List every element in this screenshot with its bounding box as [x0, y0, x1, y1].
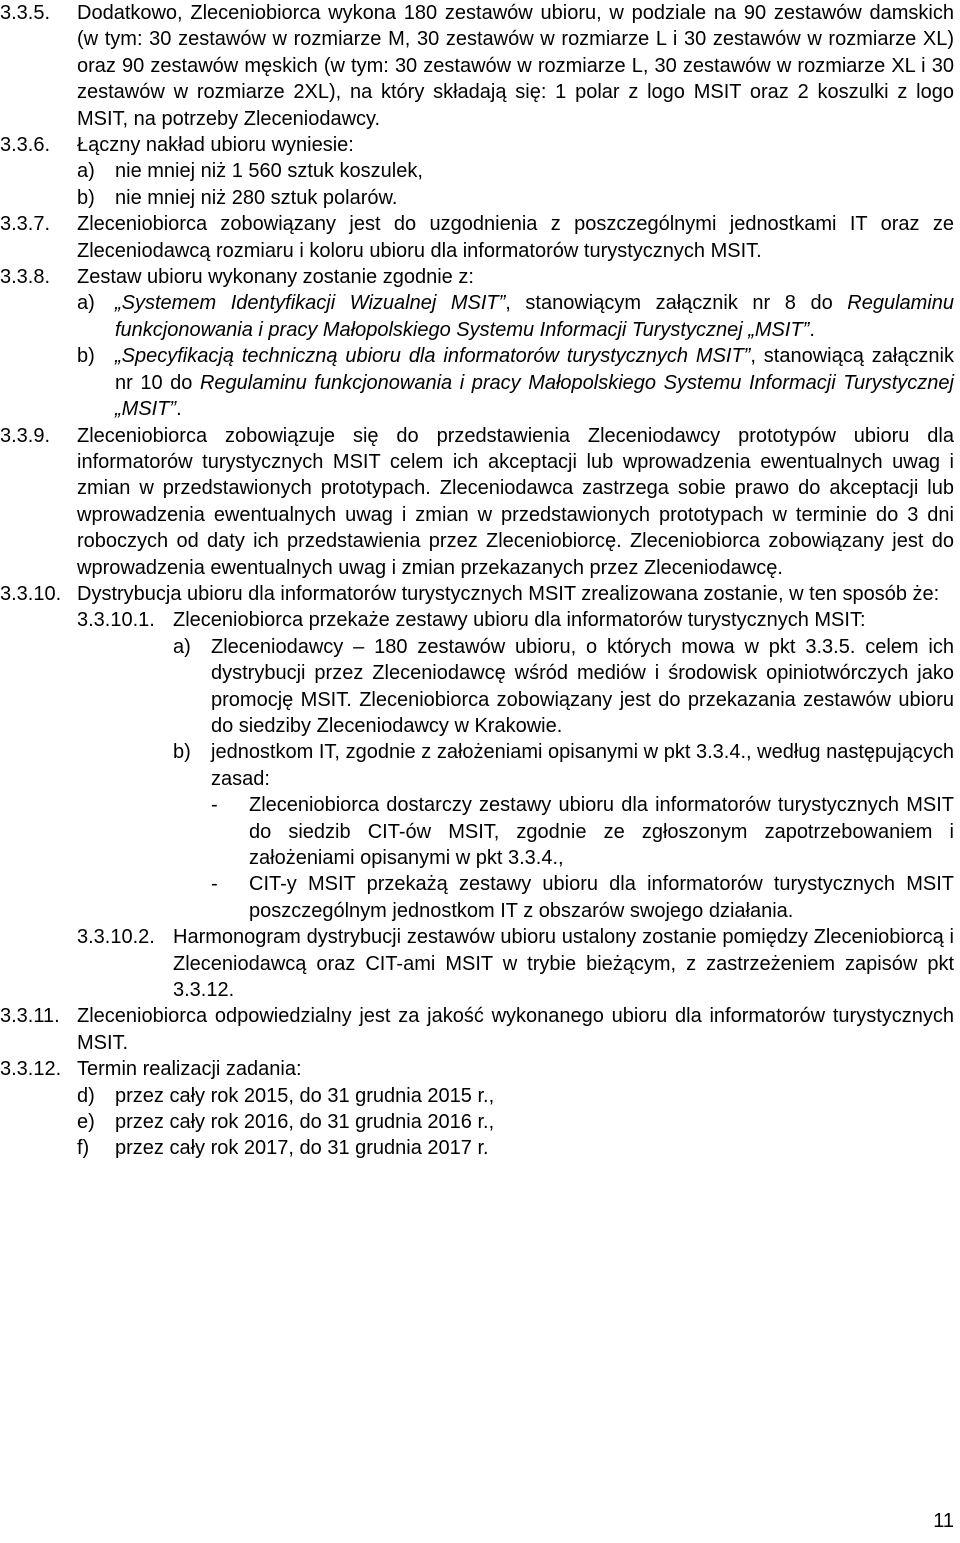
section-3-3-10-1	[77, 607, 960, 924]
list-item	[173, 634, 954, 740]
section-number: 3.3.12.	[0, 1058, 62, 1081]
section-3-3-9	[0, 423, 960, 581]
section-3-3-11	[0, 1003, 960, 1056]
list-label: a)	[173, 635, 191, 658]
section-3-3-5	[0, 0, 960, 132]
list-text: nie mniej niż 280 sztuk polarów.	[115, 186, 398, 209]
section-3-3-10-2	[77, 924, 960, 1003]
list-item	[173, 739, 954, 924]
section-text: Dodatkowo, Zleceniobiorca wykona 180 zestawów ubioru, w podziale na 90 zestawów damskich (w tym: 30 zestawów w rozmiarze M, 30 zestawów w rozmiarze L i 30 zestawów w rozmiarze XL) oraz 90 zestawów męskich (w tym: 30 zestawów w rozmiarze L, 30 zestawów w rozmiarze XL i 30 zestawów w rozmiarze 2XL), na który składają się: 1 polar z logo MSIT oraz 2 koszulki z logo MSIT, na potrzeby Zleceniodawcy.	[77, 2, 954, 130]
dash-label: -	[211, 794, 218, 817]
section-number: 3.3.10.	[0, 582, 62, 605]
section-text: Łączny nakład ubioru wyniesie:	[77, 134, 354, 157]
list-text-end: .	[176, 398, 182, 421]
section-text: Zleceniobiorca zobowiązany jest do uzgodnienia z poszczególnymi jednostkami IT oraz ze Zleceniodawcą rozmiaru i koloru ubioru dla informatorów turystycznych MSIT.	[77, 213, 954, 262]
list-text: , stanowiącą załącznik nr 10 do	[115, 345, 954, 394]
list-label: f)	[77, 1137, 90, 1160]
list-text: przez cały rok 2016, do 31 grudnia 2016 r.,	[115, 1111, 495, 1134]
dash-item	[211, 792, 954, 871]
document-title-italic: „Systemem Identyfikacji Wizualnej MSIT”	[115, 292, 506, 315]
section-text: Zleceniobiorca zobowiązuje się do przedstawienia Zleceniodawcy prototypów ubioru dla informatorów turystycznych MSIT celem ich akceptacji lub wprowadzenia ewentualnych uwag i zmian w przedstawionych prototypach. Zleceniodawca zastrzega sobie prawo do akceptacji lub wprowadzenia ewentualnych uwag i zmian w przedstawionych prototypach w terminie do 3 dni roboczych od daty ich przedstawienia przez Zleceniobiorcę. Zleceniobiorca zobowiązany jest do wprowadzenia ewentualnych uwag i zmian przekazanych przez Zleceniodawcę.	[77, 424, 954, 579]
list-item	[77, 185, 954, 211]
section-3-3-12	[0, 1056, 960, 1162]
section-number: 3.3.7.	[0, 213, 51, 236]
list-label: a)	[77, 292, 95, 315]
section-number: 3.3.11.	[0, 1005, 60, 1028]
dash-text: Zleceniobiorca dostarczy zestawy ubioru dla informatorów turystycznych MSIT do siedzib CIT-ów MSIT, zgodnie ze zgłoszonym zapotrzebowaniem i założeniami opisanymi w pkt 3.3.4.,	[249, 794, 954, 869]
section-text: Harmonogram dystrybucji zestawów ubioru ustalony zostanie pomiędzy Zleceniobiorcą i Zleceniodawcą oraz CIT-ami MSIT w trybie bieżącym, z zastrzeżeniem zapisów pkt 3.3.12.	[173, 926, 954, 1002]
list-item	[77, 158, 954, 184]
list-label: b)	[77, 186, 95, 209]
section-text: Dystrybucja ubioru dla informatorów turystycznych MSIT zrealizowana zostanie, w ten sposób że:	[77, 582, 940, 605]
list-label: a)	[77, 160, 95, 183]
list-text: Zleceniodawcy – 180 zestawów ubioru, o których mowa w pkt 3.3.5. celem ich dystrybucji przez Zleceniodawcę wśród mediów i środowisk opiniotwórczych jako promocję MSIT. Zleceniobiorca zobowiązany jest do przekazania zestawów ubioru do siedziby Zleceniodawcy w Krakowie.	[211, 635, 954, 737]
dash-text: CIT-y MSIT przekażą zestawy ubioru dla informatorów turystycznych MSIT poszczególnym jednostkom IT z obszarów swojego działania.	[249, 873, 954, 922]
list-item	[77, 1135, 954, 1161]
section-3-3-10	[0, 581, 960, 607]
section-3-3-6	[0, 132, 960, 211]
list-label: e)	[77, 1111, 95, 1134]
dash-label: -	[211, 873, 218, 896]
section-number: 3.3.6.	[0, 134, 51, 157]
list-item	[77, 290, 954, 343]
list-text: przez cały rok 2017, do 31 grudnia 2017 r.	[115, 1137, 489, 1160]
section-number: 3.3.5.	[0, 2, 51, 24]
section-number: 3.3.8.	[0, 266, 51, 289]
section-number: 3.3.9.	[0, 424, 51, 447]
regulation-title-italic: Regulaminu funkcjonowania i pracy Małopolskiego Systemu Informacji Turystycznej „MSIT”	[115, 371, 955, 421]
section-text: Zleceniobiorca przekaże zestawy ubioru dla informatorów turystycznych MSIT:	[173, 609, 866, 632]
list-label: b)	[173, 741, 191, 764]
section-text: Zestaw ubioru wykonany zostanie zgodnie z:	[77, 266, 474, 289]
section-3-3-7	[0, 211, 960, 264]
document-title-italic: „Specyfikacją techniczną ubioru dla informatorów turystycznych MSIT”	[115, 345, 751, 368]
section-text: Termin realizacji zadania:	[77, 1058, 302, 1081]
list-item	[77, 1083, 954, 1109]
section-text: Zleceniobiorca odpowiedzialny jest za jakość wykonanego ubioru dla informatorów turystycznych MSIT.	[77, 1005, 954, 1054]
list-item	[77, 343, 954, 422]
list-text: przez cały rok 2015, do 31 grudnia 2015 r.,	[115, 1084, 495, 1107]
list-label: b)	[77, 345, 95, 368]
section-number: 3.3.10.1.	[77, 609, 155, 632]
list-text: jednostkom IT, zgodnie z założeniami opisanymi w pkt 3.3.4., według następujących zasad:	[211, 741, 954, 790]
list-text: nie mniej niż 1 560 sztuk koszulek,	[115, 160, 423, 183]
section-3-3-8	[0, 264, 960, 422]
list-text: , stanowiącym załącznik nr 8 do	[505, 292, 848, 315]
regulation-title-italic: Regulaminu funkcjonowania i pracy Małopolskiego Systemu Informacji Turystycznej „MSIT”	[115, 292, 954, 341]
page-number: 11	[933, 1510, 954, 1532]
list-item	[77, 1109, 954, 1135]
section-number: 3.3.10.2.	[77, 926, 155, 949]
list-label: d)	[77, 1084, 95, 1107]
dash-item	[211, 871, 954, 924]
list-text-end: .	[809, 318, 815, 341]
